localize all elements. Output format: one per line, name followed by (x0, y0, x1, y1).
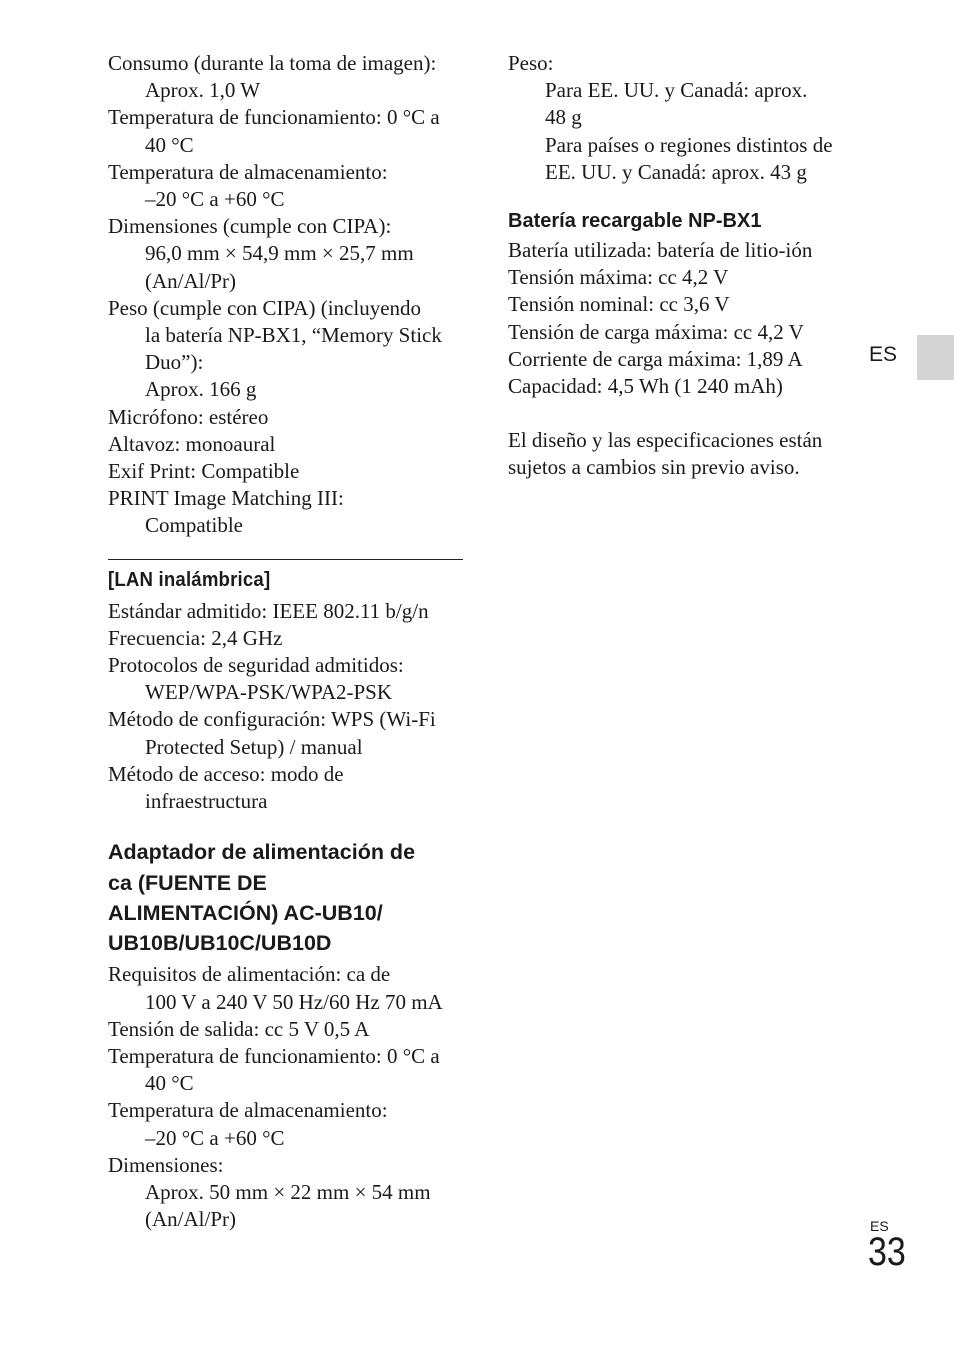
adapter-heading (108, 837, 464, 958)
adapter-heading-line: ALIMENTACIÓN) AC-UB10/ (108, 900, 383, 925)
spec-line: Estándar admitido: IEEE 802.11 b/g/n (108, 598, 429, 623)
spec-line: –20 °C a +60 °C (145, 187, 285, 212)
battery-heading: Batería recargable NP-BX1 (508, 210, 762, 233)
adapter-heading-line: Adaptador de alimentación de (108, 840, 416, 865)
spec-line: Peso: (508, 51, 554, 75)
left-column (108, 50, 464, 1234)
spec-line: Tensión máxima: cc 4,2 V (508, 265, 729, 290)
spec-line: WEP/WPA-PSK/WPA2-PSK (145, 680, 393, 705)
lan-specs-list (108, 598, 464, 816)
spec-line: Dimensiones (cumple con CIPA): (108, 214, 392, 239)
spec-line: 48 g (545, 105, 582, 130)
spec-line: Duo”): (145, 350, 204, 375)
spec-line: Temperatura de almacenamiento: (108, 1098, 388, 1123)
side-language-label: ES (869, 343, 898, 366)
spec-line: la batería NP-BX1, “Memory Stick (145, 323, 442, 348)
weight-list (508, 50, 858, 186)
spec-line: Micrófono: estéreo (108, 404, 269, 429)
spec-line: Para EE. UU. y Canadá: aprox. (545, 78, 808, 103)
spec-line: Protected Setup) / manual (145, 734, 363, 759)
adapter-heading-line: UB10B/UB10C/UB10D (108, 931, 332, 956)
spec-line: Protocolos de seguridad admitidos: (108, 653, 404, 678)
right-column (508, 50, 858, 482)
spec-line: Compatible (145, 513, 243, 538)
spec-line: Exif Print: Compatible (108, 459, 300, 484)
spec-line: El diseño y las especificaciones están (508, 428, 823, 453)
spec-line: 100 V a 240 V 50 Hz/60 Hz 70 mA (145, 989, 443, 1014)
language-tab-marker (917, 335, 954, 380)
spec-line: Corriente de carga máxima: 1,89 A (508, 346, 803, 371)
notice-paragraph (508, 427, 858, 481)
lan-heading: [LAN inalámbrica] (108, 568, 271, 591)
spec-line: sujetos a cambios sin previo aviso. (508, 455, 800, 480)
spec-line: Dimensiones: (108, 1152, 224, 1177)
spec-line: PRINT Image Matching III: (108, 486, 344, 511)
spec-line: –20 °C a +60 °C (145, 1125, 285, 1150)
spec-line: Peso (cumple con CIPA) (incluyendo (108, 295, 422, 320)
spec-line: Consumo (durante la toma de imagen): (108, 51, 437, 75)
spec-line: Temperatura de almacenamiento: (108, 159, 388, 184)
spec-line: Altavoz: monoaural (108, 431, 276, 456)
spec-line: infraestructura (145, 789, 268, 814)
spec-line: (An/Al/Pr) (145, 268, 236, 293)
spec-line: Tensión nominal: cc 3,6 V (508, 292, 730, 317)
spec-line: 40 °C (145, 1071, 194, 1096)
spec-line: Requisitos de alimentación: ca de (108, 962, 391, 987)
adapter-specs-list (108, 961, 464, 1233)
footer-language-label: ES (870, 1218, 889, 1234)
spec-line: (An/Al/Pr) (145, 1207, 236, 1232)
adapter-heading-line: ca (FUENTE DE (108, 870, 267, 895)
battery-specs-list (508, 237, 858, 400)
spec-line: Temperatura de funcionamiento: 0 °C a (108, 1044, 440, 1069)
spec-line: Tensión de salida: cc 5 V 0,5 A (108, 1016, 370, 1041)
spec-line: Aprox. 50 mm × 22 mm × 54 mm (145, 1180, 431, 1205)
spec-line: 96,0 mm × 54,9 mm × 25,7 mm (145, 241, 414, 266)
spec-line: Método de acceso: modo de (108, 761, 344, 786)
spec-line: Frecuencia: 2,4 GHz (108, 625, 283, 650)
spec-line: Tensión de carga máxima: cc 4,2 V (508, 319, 804, 344)
page-number: 33 (868, 1230, 906, 1274)
camera-specs-list (108, 50, 464, 540)
spec-line: Batería utilizada: batería de litio-ión (508, 238, 813, 263)
spec-line: Temperatura de funcionamiento: 0 °C a (108, 105, 440, 130)
spec-line: Método de configuración: WPS (Wi-Fi (108, 707, 436, 732)
spec-line: 40 °C (145, 132, 194, 157)
spec-line: Capacidad: 4,5 Wh (1 240 mAh) (508, 374, 783, 399)
spec-line: Aprox. 166 g (145, 377, 257, 402)
spec-line: Para países o regiones distintos de (545, 132, 833, 157)
spec-line: EE. UU. y Canadá: aprox. 43 g (545, 159, 807, 184)
spec-line: Aprox. 1,0 W (145, 78, 261, 103)
